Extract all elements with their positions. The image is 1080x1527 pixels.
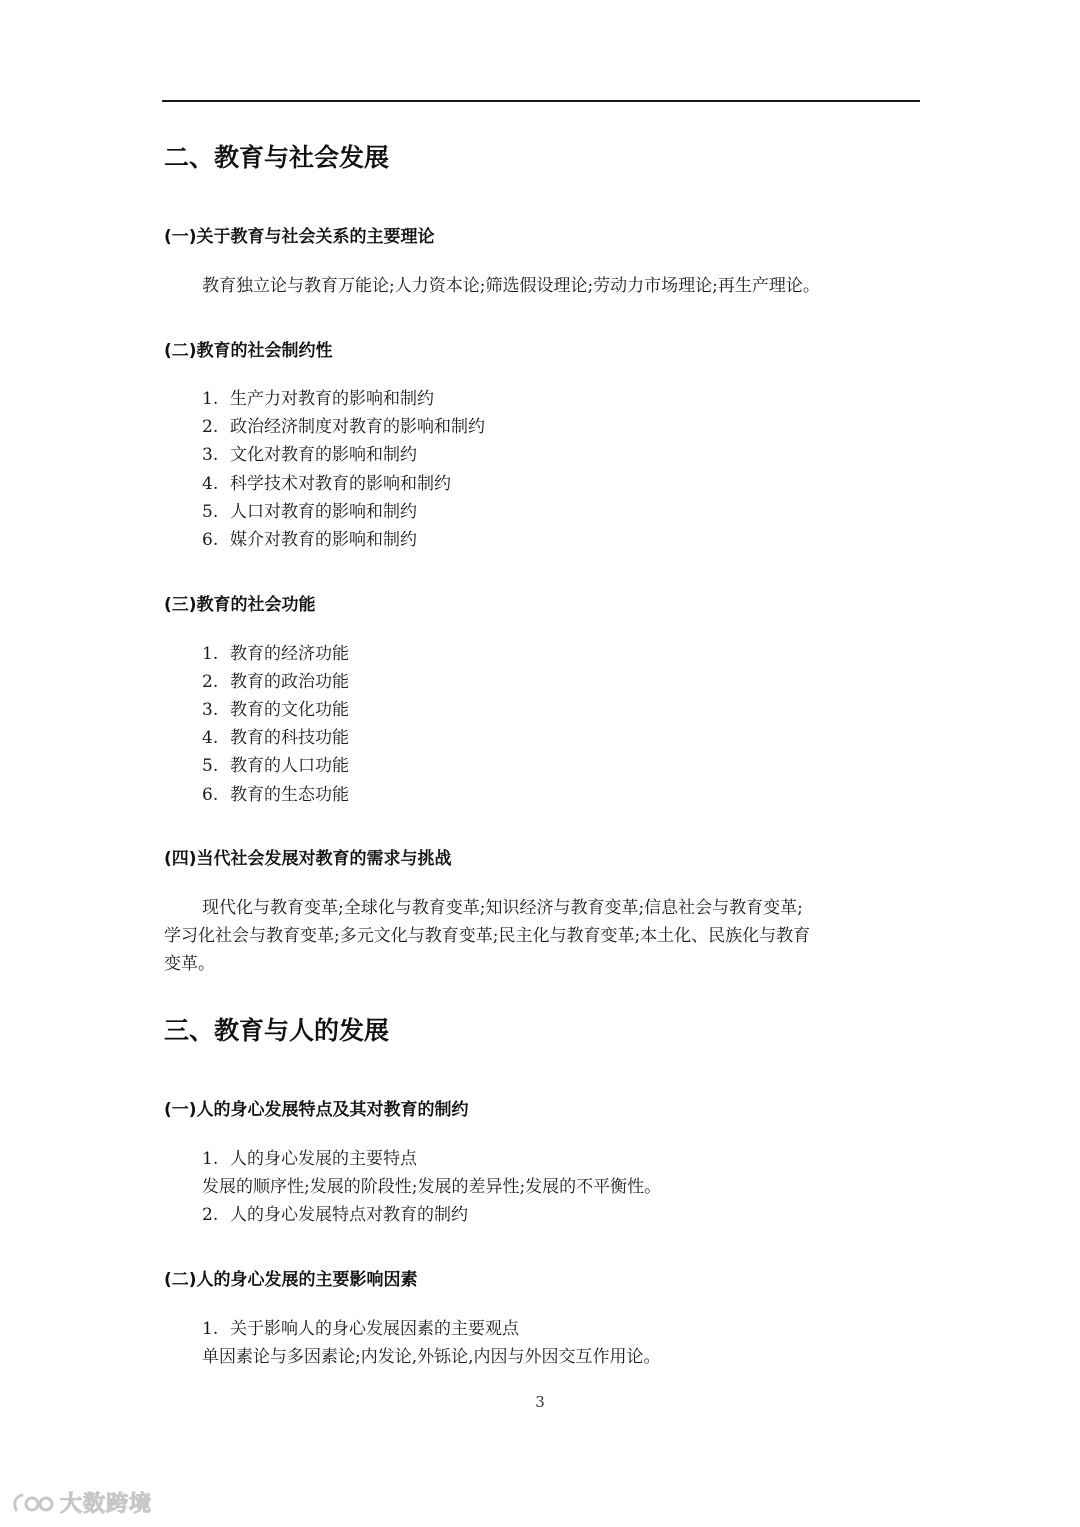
list-item [202, 498, 417, 526]
page-number: 3 [535, 1393, 545, 1411]
subsection-heading: (二)教育的社会制约性 [164, 341, 333, 361]
list-number: 3. [202, 700, 219, 720]
list-number: 6. [202, 785, 219, 805]
paragraph: 教育独立论与教育万能论;人力资本论;筛选假设理论;劳动力市场理论;再生产理论。 [202, 276, 820, 296]
paragraph-line: 变革。 [164, 954, 215, 974]
list-number: 4. [202, 728, 219, 748]
list-number: 6. [202, 530, 219, 550]
list-number: 1. [202, 389, 219, 409]
list-text: 生产力对教育的影响和制约 [230, 389, 434, 409]
list-item [202, 724, 349, 752]
list-item [202, 1315, 519, 1343]
list-text: 教育的政治功能 [230, 672, 349, 692]
subsection-heading: (一)人的身心发展特点及其对教育的制约 [164, 1100, 469, 1120]
list-item [202, 1201, 468, 1229]
list-number: 1. [202, 1319, 219, 1339]
list-text: 教育的文化功能 [230, 700, 349, 720]
list-item [202, 640, 349, 668]
list-text: 教育的人口功能 [230, 756, 349, 776]
list-text: 人的身心发展特点对教育的制约 [230, 1205, 468, 1225]
list-item [202, 752, 349, 780]
list-text: 政治经济制度对教育的影响和制约 [230, 417, 485, 437]
list-number: 2. [202, 672, 219, 692]
section-title: 三、教育与人的发展 [164, 1016, 390, 1045]
subsection-heading: (二)人的身心发展的主要影响因素 [164, 1270, 418, 1290]
list-item [202, 668, 349, 696]
list-number: 5. [202, 756, 219, 776]
subsection-heading: (三)教育的社会功能 [164, 595, 316, 615]
list-number: 1. [202, 1149, 219, 1169]
list-item [202, 526, 417, 554]
paragraph-line: 学习化社会与教育变革;多元文化与教育变革;民主化与教育变革;本土化、民族化与教育 [164, 926, 811, 946]
paragraph-line: 现代化与教育变革;全球化与教育变革;知识经济与教育变革;信息社会与教育变革; [202, 898, 803, 918]
list-number: 4. [202, 474, 219, 494]
subsection-heading: (一)关于教育与社会关系的主要理论 [164, 227, 435, 247]
list-number: 3. [202, 445, 219, 465]
list-item [202, 1145, 417, 1173]
list-number: 2. [202, 417, 219, 437]
list-text: 教育的科技功能 [230, 728, 349, 748]
list-item [202, 696, 349, 724]
list-item [202, 441, 417, 469]
list-text: 媒介对教育的影响和制约 [230, 530, 417, 550]
list-text: 人的身心发展的主要特点 [230, 1149, 417, 1169]
watermark [10, 1487, 152, 1518]
watermark-text: 大数跨境 [60, 1492, 153, 1517]
list-item [202, 781, 349, 809]
list-number: 1. [202, 644, 219, 664]
section-title: 二、教育与社会发展 [164, 143, 390, 172]
list-text: 人口对教育的影响和制约 [230, 502, 417, 522]
watermark-logo-icon [10, 1490, 56, 1516]
list-number: 5. [202, 502, 219, 522]
paragraph: 发展的顺序性;发展的阶段性;发展的差异性;发展的不平衡性。 [202, 1177, 662, 1197]
list-item [202, 385, 434, 413]
list-text: 教育的经济功能 [230, 644, 349, 664]
list-number: 2. [202, 1205, 219, 1225]
list-text: 科学技术对教育的影响和制约 [230, 474, 451, 494]
list-text: 关于影响人的身心发展因素的主要观点 [230, 1319, 519, 1339]
list-text: 教育的生态功能 [230, 785, 349, 805]
list-text: 文化对教育的影响和制约 [230, 445, 417, 465]
subsection-heading: (四)当代社会发展对教育的需求与挑战 [164, 849, 452, 869]
list-item [202, 413, 485, 441]
header-rule [162, 100, 920, 102]
list-item [202, 470, 451, 498]
paragraph: 单因素论与多因素论;内发论,外铄论,内因与外因交互作用论。 [202, 1347, 661, 1367]
